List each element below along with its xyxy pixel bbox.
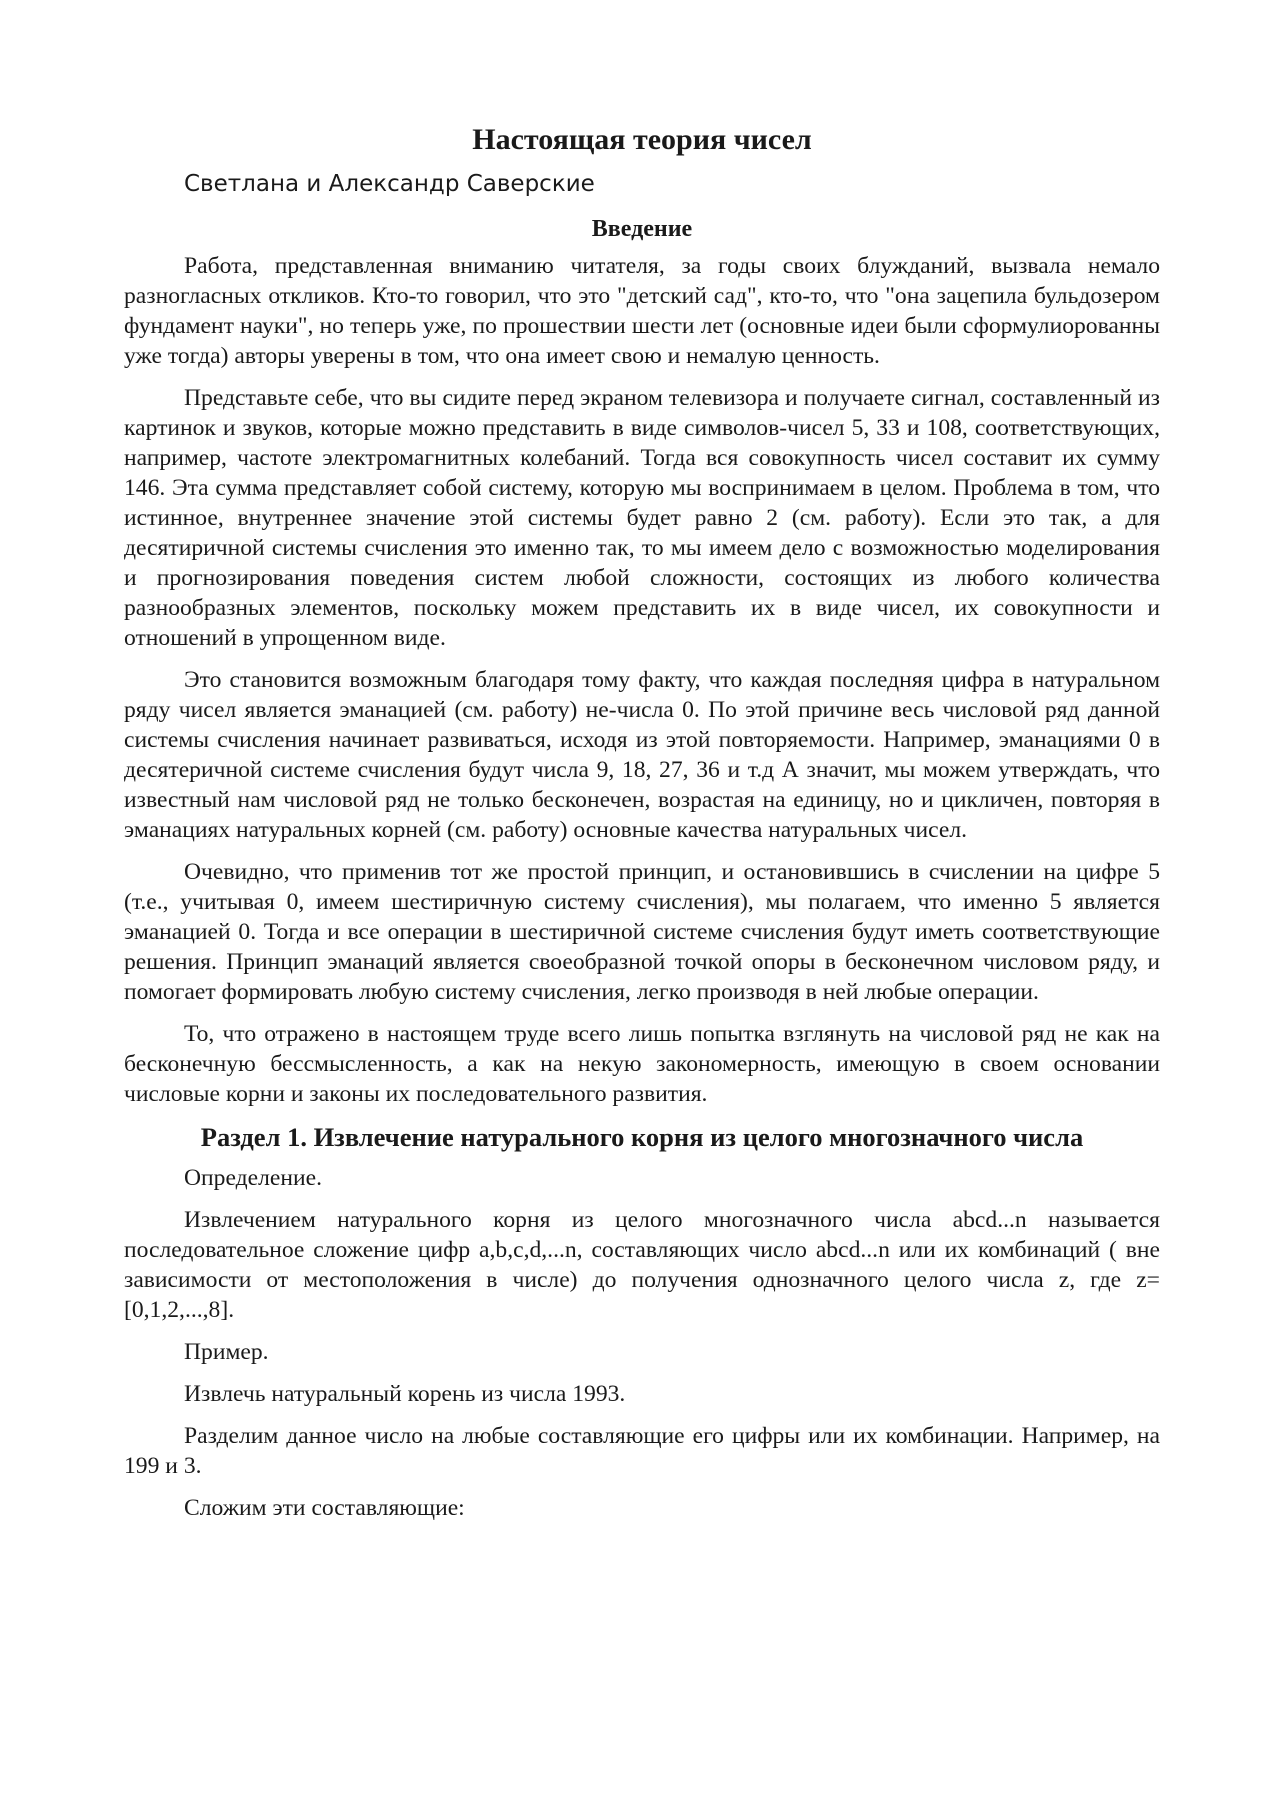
example-step: Разделим данное число на любые составляющие его цифры или их комбинации. Например, на 199 и 3. <box>124 1423 1160 1479</box>
example-step: Сложим эти составляющие: <box>184 1495 465 1521</box>
intro-paragraph: Работа, представленная вниманию читателя, за годы своих блужданий, вызвала немало разногласных откликов. Кто-то говорил, что это "детский сад", кто-то, что "она зацепила бульдозером фундамент науки", но теперь уже, по прошествии шести лет (основные идеи были сформулиорованны уже тогда) авторы уверены в том, что она имеет свою и немалую ценность. <box>124 253 1160 369</box>
intro-heading: Введение <box>591 216 693 242</box>
intro-paragraph: Очевидно, что применив тот же простой принцип, и остановившись в счислении на цифре 5 (т.е., учитывая 0, имеем шестиричную систему счисления), мы полагаем, что именно 5 является эманацией 0. Тогда и все операции в шестиричной системе счисления будут иметь соответствующие решения. Принцип эманаций является своеобразной точкой опоры в бесконечном числовом ряду, и помогает формировать любую систему счисления, легко производя в ней любые операции. <box>124 859 1160 1005</box>
example-label: Пример. <box>184 1339 269 1365</box>
definition-label: Определение. <box>184 1165 322 1191</box>
document-title: Настоящая теория чисел <box>472 123 812 156</box>
intro-paragraph: То, что отражено в настоящем труде всего лишь попытка взглянуть на числовой ряд не как на бесконечную бессмысленность, а как на некую закономерность, имеющую в своем основании числовые корни и законы их последовательного развития. <box>124 1021 1160 1107</box>
intro-paragraph: Это становится возможным благодаря тому факту, что каждая последняя цифра в натуральном ряду чисел является эманацией (см. работу) не-числа 0. По этой причине весь числовой ряд данной системы счисления начинает развиваться, исходя из этой повторяемости. Например, эманациями 0 в десятеричной системе счисления будут числа 9, 18, 27, 36 и т.д А значит, мы можем утверждать, что известный нам числовой ряд не только бесконечен, возрастая на единицу, но и цикличен, повторяя в эманациях натуральных корней (см. работу) основные качества натуральных чисел. <box>124 667 1160 843</box>
document-page <box>124 120 1160 1523</box>
document-authors: Светлана и Александр Саверские <box>184 171 595 197</box>
section-1-heading: Раздел 1. Извлечение натурального корня из целого многозначного числа <box>200 1122 1084 1152</box>
example-task: Извлечь натуральный корень из числа 1993. <box>184 1381 626 1407</box>
definition-paragraph: Извлечением натурального корня из целого многозначного числа abcd...n называется последовательное сложение цифр a,b,c,d,...n, составляющих число abcd...n или их комбинаций ( вне зависимости от местоположения в числе) до получения однозначного целого числа z, где z=[0,1,2,...,8]. <box>124 1207 1160 1323</box>
intro-paragraph: Представьте себе, что вы сидите перед экраном телевизора и получаете сигнал, составленный из картинок и звуков, которые можно представить в виде символов-чисел 5, 33 и 108, соответствующих, например, частоте электромагнитных колебаний. Тогда вся совокупность чисел составит их сумму 146. Эта сумма представляет собой систему, которую мы воспринимаем в целом. Проблема в том, что истинное, внутреннее значение этой системы будет равно 2 (см. работу). Если это так, а для десятиричной системы счисления это именно так, то мы имеем дело с возможностью моделирования и прогнозирования поведения систем любой сложности, состоящих из любого количества разнообразных элементов, поскольку можем представить их в виде чисел, их совокупности и отношений в упрощенном виде. <box>124 385 1160 651</box>
